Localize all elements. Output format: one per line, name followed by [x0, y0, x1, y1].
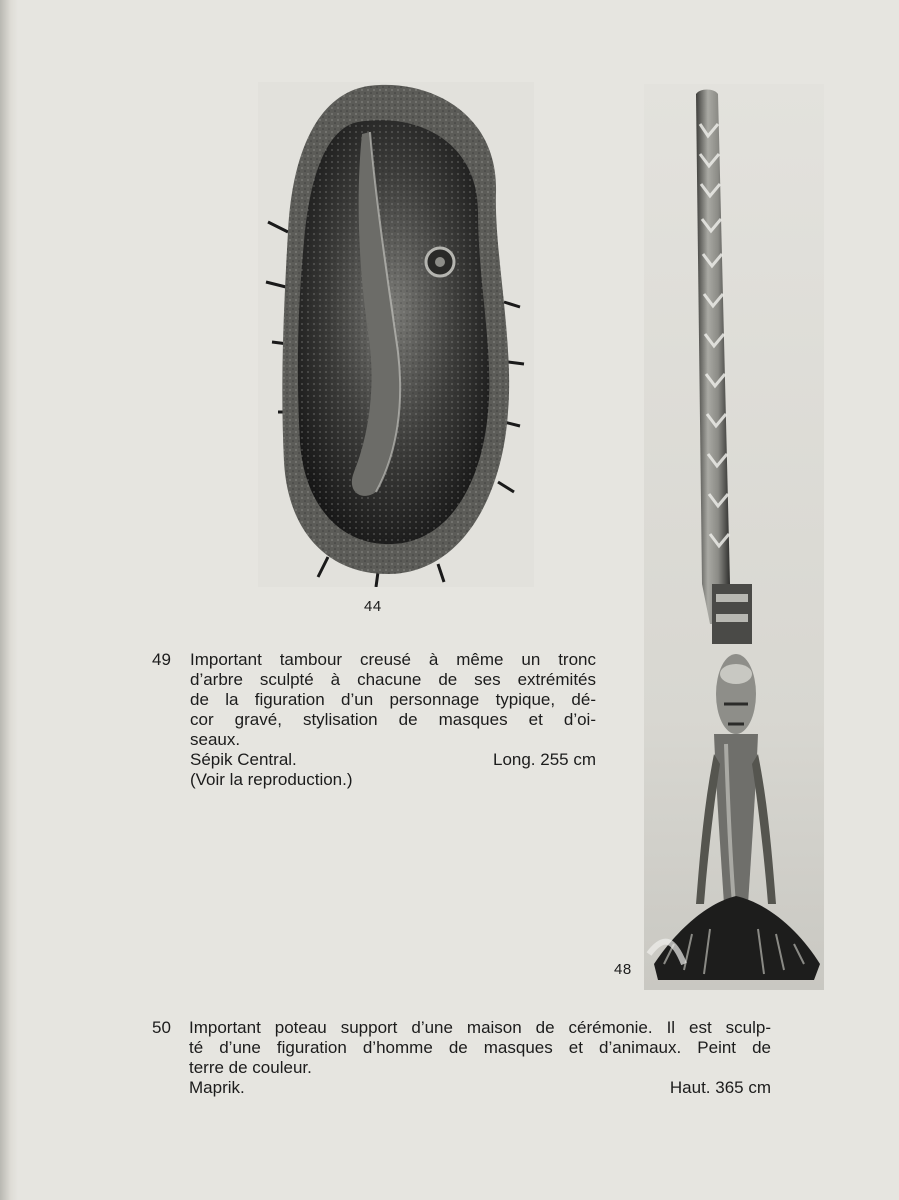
reproduction-note: (Voir la reproduction.): [190, 770, 353, 789]
description-line: Important poteau support d’une maison de cérémonie. Il est sculp-: [189, 1018, 771, 1037]
origin: Sépik Central.: [190, 750, 297, 769]
description-line: Important tambour creusé à même un tronc: [190, 650, 596, 669]
entry-description: [189, 1018, 771, 1098]
entry-description: [190, 650, 596, 790]
post-photo: [644, 84, 824, 990]
description-line: d’arbre sculpté à chacune de ses extrémités: [190, 670, 596, 689]
page-gutter-shadow: [0, 0, 18, 1200]
description-line: de la figuration d’un personnage typique, dé-: [190, 690, 596, 709]
description-line: seaux.: [190, 730, 241, 749]
dimension: Haut. 365 cm: [669, 1078, 771, 1097]
description-line: cor gravé, stylisation de masques et d’oi-: [190, 710, 596, 729]
description-line: té d’une figuration d’homme de masques et d’animaux. Peint de: [189, 1038, 771, 1057]
description-line: terre de couleur.: [189, 1058, 312, 1077]
entry-number: 50: [152, 1018, 171, 1037]
figure-number-44: 44: [364, 598, 382, 615]
dimension: Long. 255 cm: [492, 750, 596, 769]
entry-number: 49: [152, 650, 171, 669]
mask-photo: [258, 82, 534, 587]
figure-number-48: 48: [614, 961, 632, 978]
origin-dimension-row: [189, 1078, 771, 1098]
origin-dimension-row: [190, 750, 596, 770]
origin: Maprik.: [189, 1078, 245, 1097]
